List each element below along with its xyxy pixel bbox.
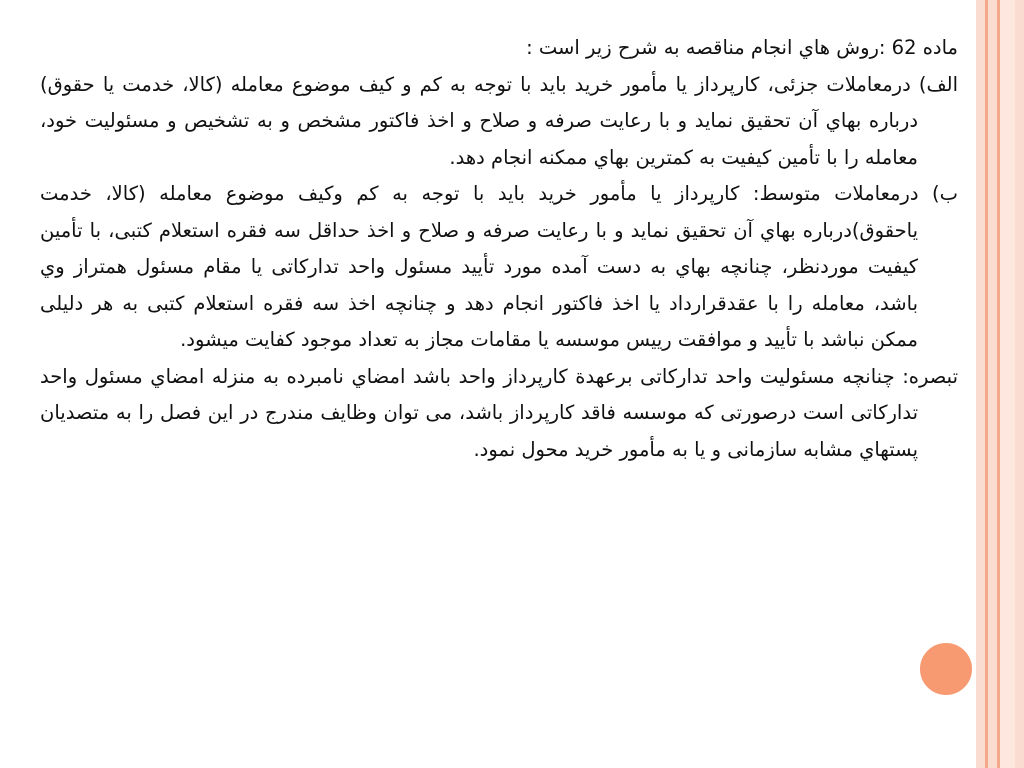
paragraph-intro: ماده 62 :روش هاي انجام مناقصه به شرح زیر است : (526, 36, 958, 59)
paragraph-be: ب) درمعاملات متوسط: کارپرداز یا مأمور خرید باید با توجه به کم وکیف موضوع معامله (کالا، خدمت یاحقوق)درباره بهاي آن تحقیق نماید و با رعایت صرفه و صلاح و اخذ حداقل سه فقره استعلام کتبی، با تأمین کیفیت موردنظر، چنانچه بهاي به دست آمده مورد تأیید مسئول واحد تدارکاتی یا مقام مسئول همتراز وي باشد، معامله را با عقدقرارداد یا اخذ فاکتور انجام دهد و چنانچه اخذ سه فقره استعلام کتبی به هر دلیلی ممکن نباشد با تأیید و موافقت رییس موسسه یا مقامات مجاز به تعداد موجود کفایت میشود. (40, 182, 958, 351)
slide-body (40, 30, 958, 468)
decorative-stripe (988, 0, 997, 768)
decorative-stripe (1000, 0, 1015, 768)
decorative-stripe (1015, 0, 1024, 768)
decorative-circle-icon (917, 640, 975, 698)
paragraph-tabsare: تبصره: چنانچه مسئولیت واحد تدارکاتی برعهدة کارپرداز واحد باشد امضاي نامبرده به منزله امضاي مسئول واحد تدارکاتی است درصورتی که موسسه فاقد کارپرداز باشد، می توان وظایف مندرج در این فصل را به متصدیان پستهاي مشابه سازمانی و یا به مأمور خرید محول نمود. (40, 364, 958, 461)
paragraph-alef: الف) درمعاملات جزئی، کارپرداز یا مأمور خرید باید با توجه به کم و کیف موضوع معامله (کالا، خدمت یا حقوق) درباره بهاي آن تحقیق نماید و با رعایت صرفه و صلاح و اخذ فاکتور مشخص و به تشخیص و مسئولیت خود، معامله را با تأمین کیفیت به کمترین بهاي ممکنه انجام دهد. (40, 72, 958, 169)
decorative-stripe (976, 0, 985, 768)
